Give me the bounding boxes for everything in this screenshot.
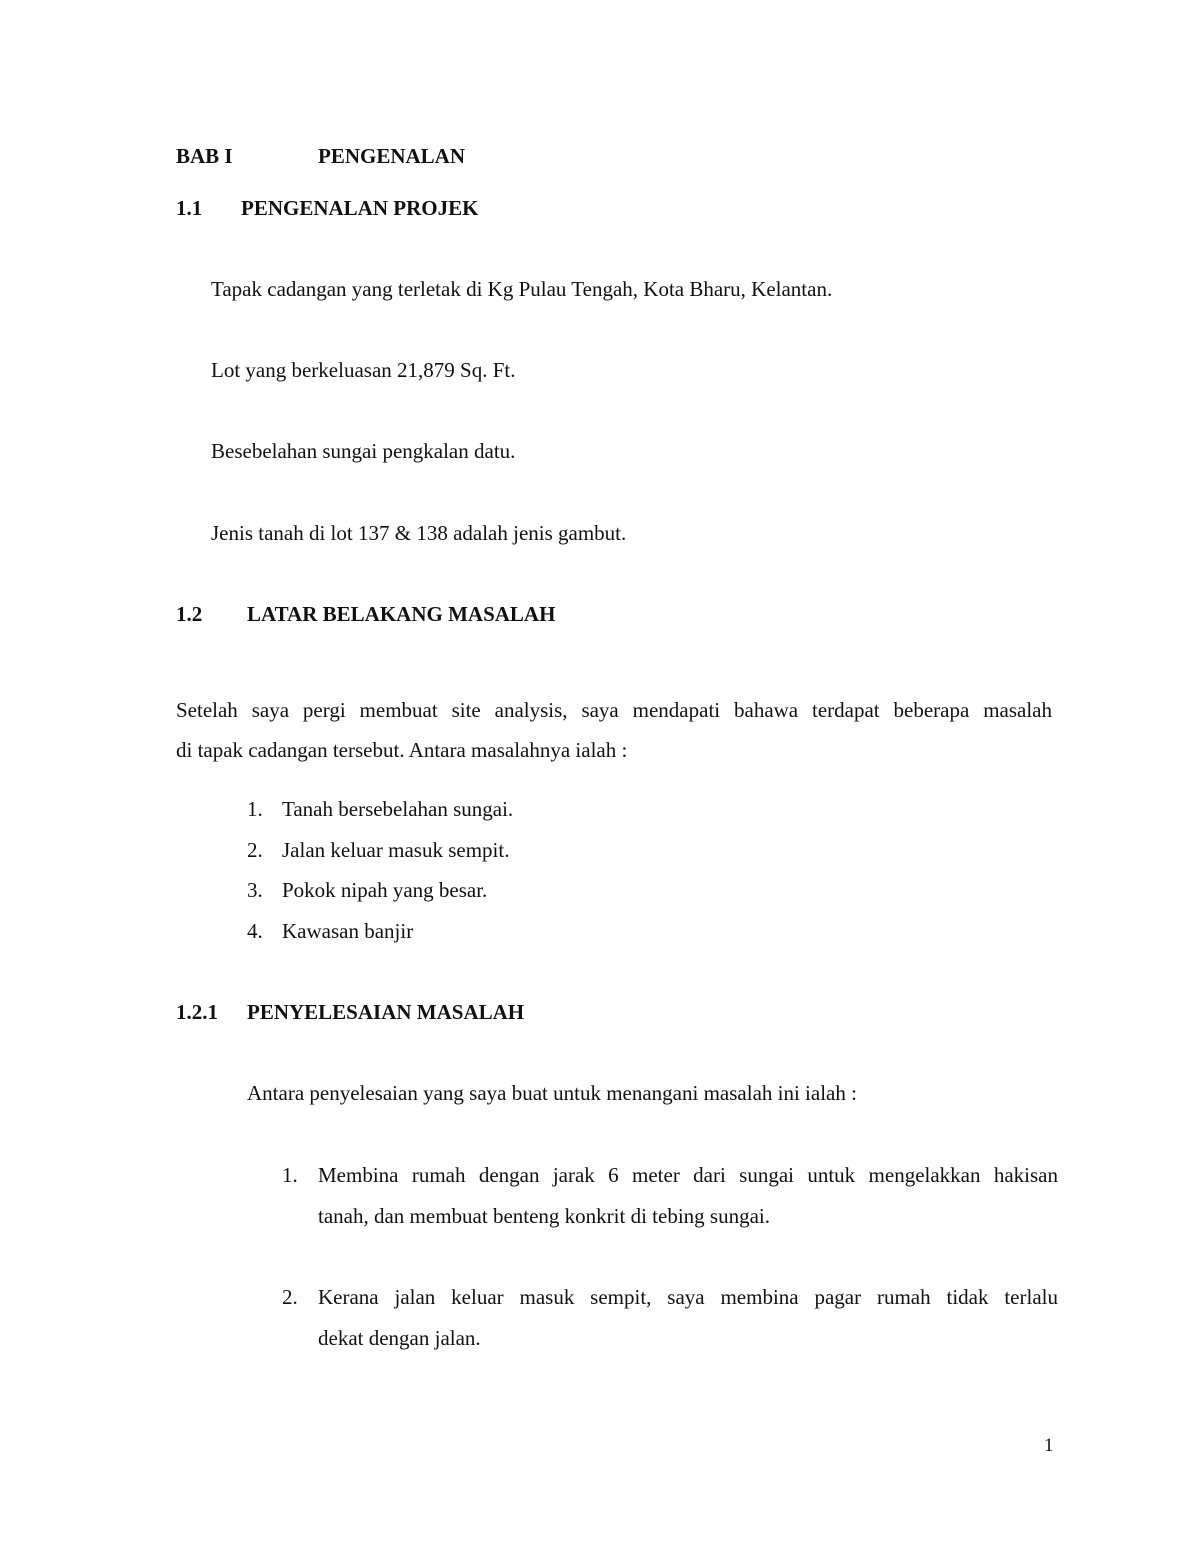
paragraph-lot-area: Lot yang berkeluasan 21,879 Sq. Ft. (211, 358, 516, 382)
list-item-number: 3. (247, 878, 263, 902)
list-item-continuation: tanah, dan membuat benteng konkrit di tebing sungai. (318, 1204, 770, 1228)
list-item: Jalan keluar masuk sempit. (282, 838, 510, 862)
section-1-2-title: LATAR BELAKANG MASALAH (247, 602, 556, 626)
list-item-continuation: dekat dengan jalan. (318, 1326, 481, 1350)
page-number: 1 (1044, 1435, 1054, 1456)
list-item: Membina rumah dengan jarak 6 meter dari sungai untuk mengelakkan hakisan (318, 1163, 1058, 1187)
paragraph-soil-type: Jenis tanah di lot 137 & 138 adalah jenis gambut. (211, 521, 627, 545)
paragraph-site-location: Tapak cadangan yang terletak di Kg Pulau Tengah, Kota Bharu, Kelantan. (211, 277, 833, 301)
list-item: Tanah bersebelahan sungai. (282, 797, 514, 821)
chapter-number: BAB I (176, 144, 233, 168)
chapter-title: PENGENALAN (318, 144, 466, 168)
paragraph-solution-intro: Antara penyelesaian yang saya buat untuk menangani masalah ini ialah : (247, 1081, 857, 1105)
list-item-number: 1. (247, 797, 263, 821)
list-item-number: 2. (282, 1285, 298, 1309)
section-1-2-1-number: 1.2.1 (176, 1000, 218, 1024)
list-item-number: 2. (247, 838, 263, 862)
list-item-number: 4. (247, 919, 263, 943)
list-item: Kerana jalan keluar masuk sempit, saya membina pagar rumah tidak terlalu (318, 1285, 1058, 1309)
list-item-number: 1. (282, 1163, 298, 1187)
section-1-2-1-title: PENYELESAIAN MASALAH (247, 1000, 525, 1024)
paragraph-river: Besebelahan sungai pengkalan datu. (211, 439, 516, 463)
paragraph-intro-line-1: Setelah saya pergi membuat site analysis, saya mendapati bahawa terdapat beberapa masalah (176, 698, 1052, 722)
paragraph-intro-line-2: di tapak cadangan tersebut. Antara masalahnya ialah : (176, 738, 628, 762)
section-1-2-number: 1.2 (176, 602, 203, 626)
list-item: Kawasan banjir (282, 919, 414, 943)
section-1-1-title: PENGENALAN PROJEK (241, 196, 479, 220)
list-item: Pokok nipah yang besar. (282, 878, 488, 902)
section-1-1-number: 1.1 (176, 196, 203, 220)
